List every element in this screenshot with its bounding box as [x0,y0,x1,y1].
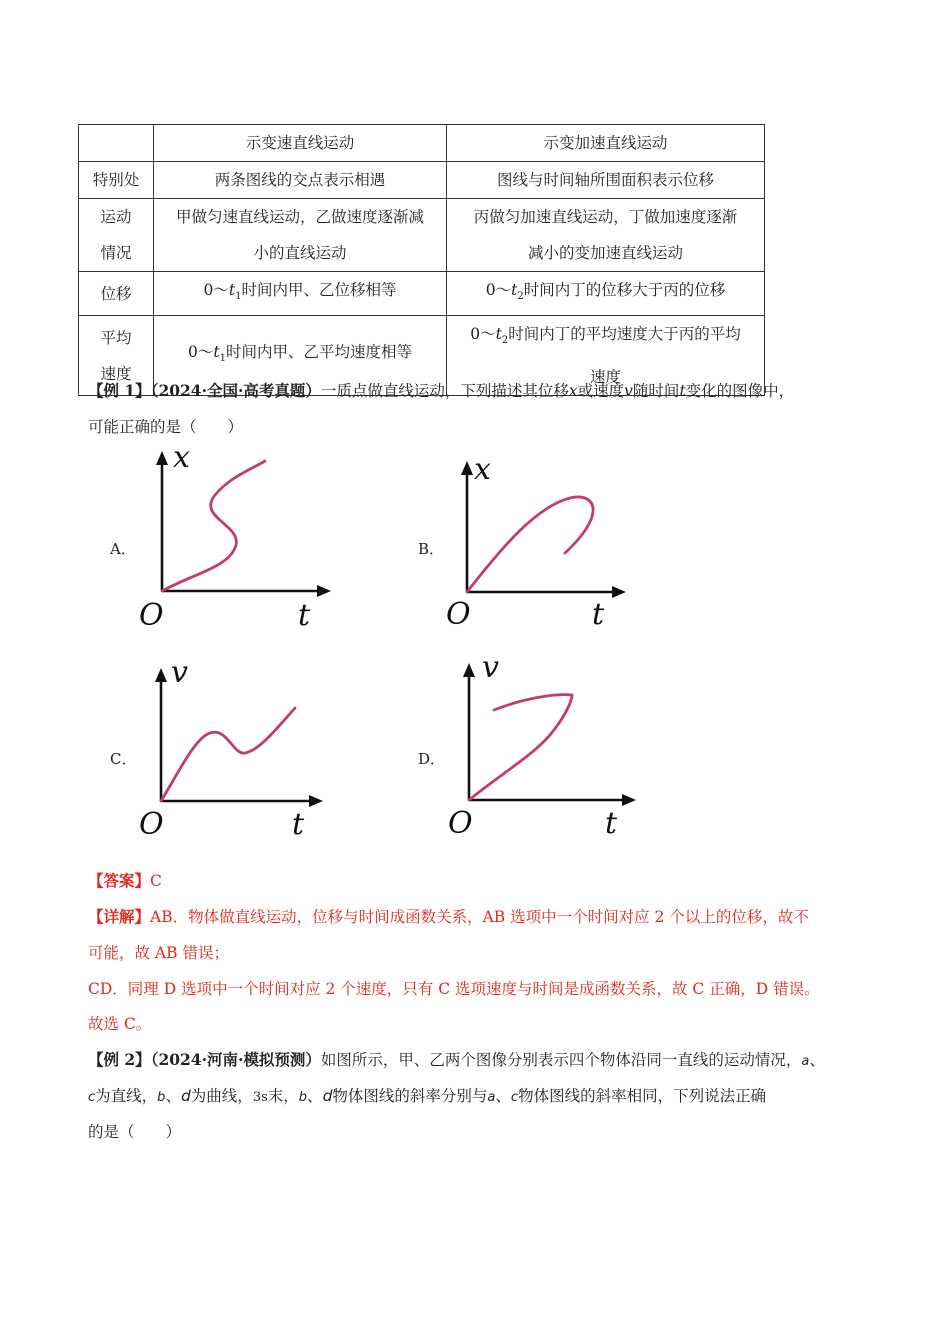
example-source: （2024·全国·高考真题） [150,381,321,400]
var-t: t [495,325,502,344]
option-d-label[interactable]: D． [418,750,446,768]
question-text: 一质点做直线运动，下列描述其位移 [320,382,569,400]
x-axis-label: t [592,597,605,632]
cell-text: 时间内甲、乙位移相等 [241,281,397,299]
question-text: 变化的图像中， [685,382,795,400]
curve [162,461,265,591]
question-text: 如图所示，甲、乙两个图像分别表示四个物体沿同一直线的运动情况， [320,1051,802,1069]
var-x: x [568,382,578,400]
origin-label: O [139,807,164,842]
explain-text: AB．物体做直线运动，位移与时间成函数关系，AB 选项中一个时间对应 2 个以上的位移，故不 [150,908,809,926]
explain-line2: 可能，故 AB 错误； [88,944,229,962]
var-c: c [510,1090,519,1105]
separator: 、 [809,1051,825,1069]
table-cell: 图线与时间轴所围面积表示位移 [447,162,765,199]
curve [469,695,572,800]
example1-line2: 可能正确的是（ ） [88,418,244,436]
table-cell [447,272,765,316]
table-row [79,162,765,199]
var-t: t [511,281,518,299]
cell-text: 0～ [203,281,229,299]
var-t: t [228,281,236,299]
example-source: （2024·河南·模拟预测） [150,1050,321,1069]
y-axis-label: v [171,655,188,690]
var-v: v [624,382,633,400]
example2-line2 [88,1086,766,1108]
example2-line1 [88,1050,825,1072]
option-a-graph[interactable] [135,440,340,635]
cell-text: 时间内甲、乙平均速度相等 [225,343,412,362]
origin-label: O [448,806,473,841]
x-axis-arrow [612,586,626,598]
origin-label: O [139,598,164,633]
table-header-cell: 示变加速直线运动 [447,125,765,162]
question-text: 为曲线， [190,1087,253,1105]
cell-text: 0～ [485,281,512,299]
option-c-graph[interactable] [135,655,340,842]
separator: 、 [307,1087,323,1105]
example-tag: 【例 1】 [88,381,151,400]
subscript: 2 [501,335,509,347]
table-row-label: 位移 [79,272,154,316]
question-text: 末， [267,1087,299,1105]
explain-line4: 故选 C。 [88,1015,152,1033]
option-a-label[interactable]: A． [110,540,136,558]
var-b: b [298,1090,308,1105]
label-line: 情况 [100,244,132,262]
x-axis-label: t [292,807,305,842]
curve [161,708,295,801]
table-row-label: 特别处 [79,162,154,199]
question-text: 随时间 [632,382,680,400]
table-cell [79,125,154,162]
y-axis-arrow [463,663,475,677]
answer-value: C [150,872,162,890]
explain-line1 [88,907,809,927]
var-t: t [213,343,220,362]
explain-tag: 【详解】 [88,907,151,926]
y-axis-label: x [173,440,190,475]
y-axis-label: v [482,650,499,685]
x-axis-arrow [317,585,331,597]
example1-line1 [88,381,794,401]
x-axis-arrow [622,794,636,806]
table-row [79,272,765,316]
answer-tag: 【答案】 [88,871,151,890]
question-text: 为直线， [95,1087,158,1105]
cell-text: 0～ [470,325,496,344]
cell-line: 甲做匀速直线运动，乙做速度逐渐减 [175,208,424,226]
question-text: 或速度 [577,382,625,400]
subscript: 1 [219,353,226,365]
question-text: 物体图线的斜率分别与 [332,1087,488,1105]
table-row [79,125,765,162]
table-cell [154,272,447,316]
var-t: t [679,382,686,400]
option-c-label[interactable]: C． [110,750,137,768]
table-row [79,199,765,272]
label-line: 运动 [100,208,132,226]
subscript: 2 [517,291,524,303]
label-line: 平均 [100,328,132,347]
table-row-label [79,199,154,272]
y-axis-arrow [461,461,473,475]
option-d-graph[interactable] [442,650,647,841]
example-tag: 【例 2】 [88,1050,151,1069]
cell-text: 时间内丁的平均速度大于丙的平均 [508,325,741,344]
var-c: c [88,1090,96,1105]
separator: 、 [495,1087,511,1105]
var-b: b [157,1090,166,1105]
comparison-table [78,124,765,396]
x-axis-label: t [298,598,311,633]
example2-line3: 的是（ ） [88,1123,182,1141]
table-cell [447,199,765,272]
subscript: 1 [235,291,242,303]
origin-label: O [446,597,471,632]
cell-line: 速度 [589,368,621,387]
y-axis-arrow [155,668,167,682]
separator: 、 [165,1087,181,1105]
option-b-graph[interactable] [440,452,645,635]
y-axis-arrow [156,451,168,465]
cell-line: 丙做匀加速直线运动，丁做加速度逐渐 [473,208,738,226]
option-b-label[interactable]: B． [418,540,445,558]
cell-text: 0～ [188,343,214,362]
table-cell: 两条图线的交点表示相遇 [154,162,447,199]
cell-line: 小的直线运动 [253,244,347,262]
x-axis-label: t [605,806,618,841]
cell-line [453,316,758,359]
cell-line: 减小的变加速直线运动 [527,244,683,262]
var-d: d [180,1087,191,1105]
var-a: a [487,1090,496,1105]
curve [467,497,593,592]
explain-line3: CD．同理 D 选项中一个时间对应 2 个速度，只有 C 选项速度与时间是成函数关系，故 C 正确，D 错误。 [88,980,820,998]
label-line: 速度 [100,364,132,383]
var-a: a [801,1054,810,1069]
x-axis-arrow [309,795,323,807]
question-text: 物体图线的斜率相同，下列说法正确 [518,1087,767,1105]
table-cell [154,199,447,272]
y-axis-label: x [474,452,491,487]
cell-text: 时间内丁的位移大于丙的位移 [523,281,726,299]
curve [494,695,572,710]
table-header-cell: 示变速直线运动 [154,125,447,162]
time-value: 3s [252,1090,268,1105]
var-d: d [322,1087,333,1105]
answer-line [88,871,162,891]
